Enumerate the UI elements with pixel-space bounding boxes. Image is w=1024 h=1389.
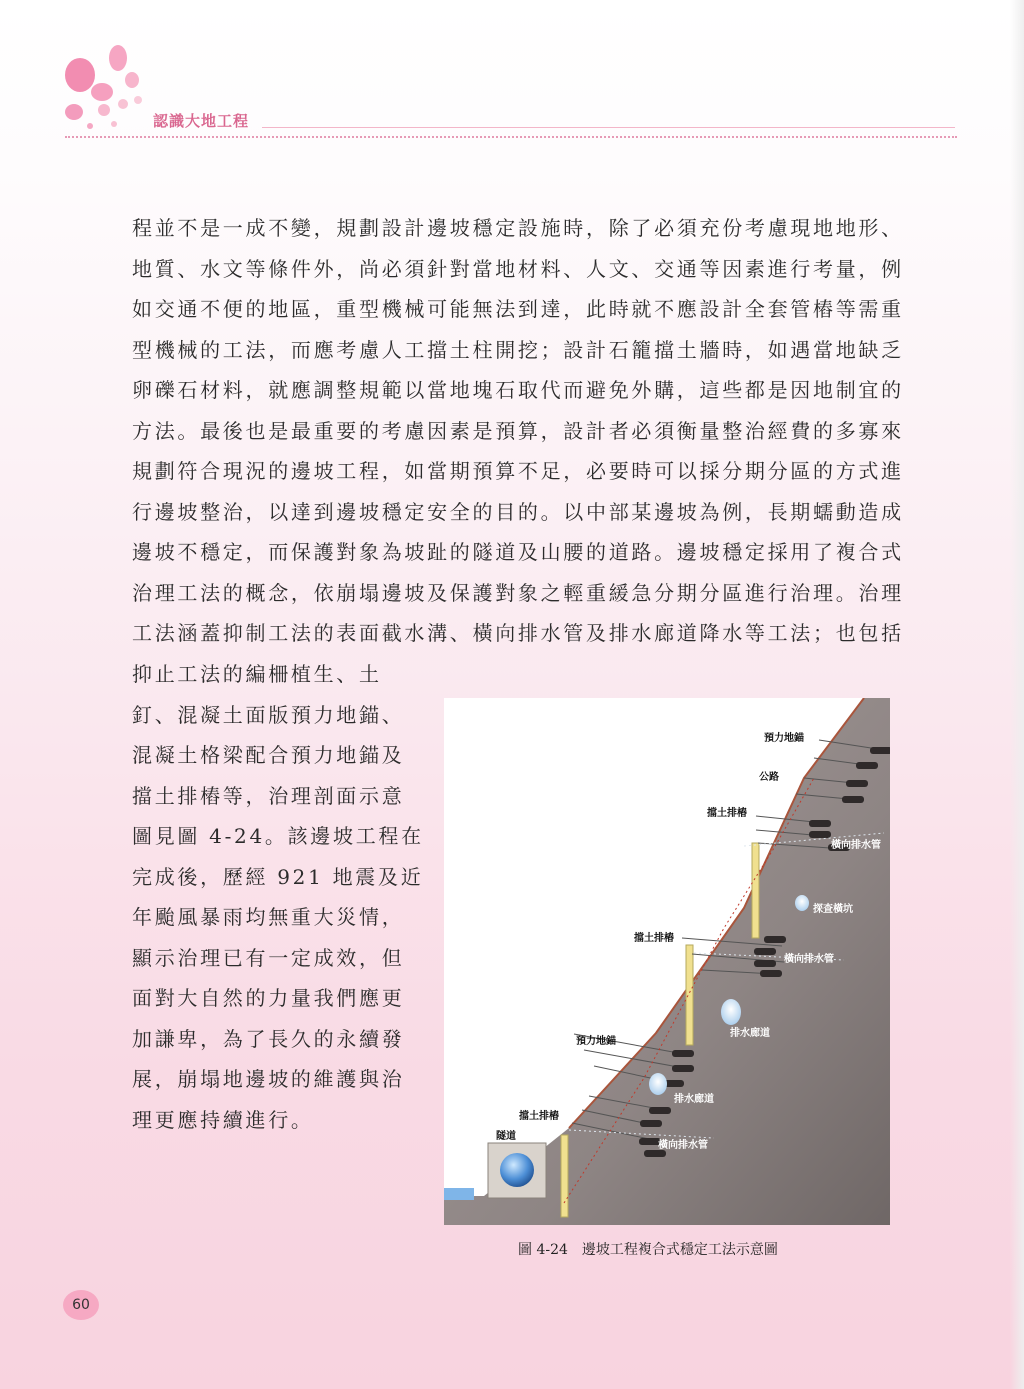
body-paragraph-wrapped bbox=[132, 654, 424, 1140]
pink-bubble-dots-icon bbox=[60, 40, 150, 135]
drainage-gallery-low-icon bbox=[649, 1073, 667, 1095]
label-anchor-top: 預力地錨 bbox=[764, 733, 804, 744]
slope-diagram bbox=[444, 698, 890, 1225]
text-line: 地質、水文等條件外，尚必須針對當地材料、人文、交通等因素進行考量，例 bbox=[132, 256, 904, 281]
pile-top bbox=[752, 843, 759, 938]
text-line: 展，崩塌地邊坡的維護與治 bbox=[132, 1067, 405, 1091]
text-line: 卵礫石材料，就應調整規範以當地塊石取代而避免外購，這些都是因地制宜的 bbox=[132, 378, 904, 402]
header-rule bbox=[262, 127, 955, 128]
page-header bbox=[60, 40, 960, 140]
text-line: 如交通不便的地區，重型機械可能無法到達，此時就不應設計全套管樁等需重 bbox=[132, 297, 904, 321]
label-drain-pipe-mid: 橫向排水管 bbox=[784, 954, 834, 965]
text-line: 型機械的工法，而應考慮人工擋土柱開挖；設計石籠擋土牆時，如遇當地缺乏 bbox=[132, 337, 904, 362]
label-pile-mid: 擋土排樁 bbox=[634, 933, 674, 944]
label-drain-pipe-top: 橫向排水管 bbox=[831, 840, 881, 851]
header-dotted-rule bbox=[65, 136, 957, 138]
text-line: 抑止工法的編柵植生、土 bbox=[132, 662, 382, 686]
page-edge-shadow bbox=[1010, 0, 1024, 1389]
text-line: 加謙卑，為了長久的永續發 bbox=[132, 1026, 405, 1051]
text-line: 程並不是一成不變，規劃設計邊坡穩定設施時，除了必須充份考慮現地地形、 bbox=[132, 216, 904, 240]
inspection-pit-icon bbox=[795, 895, 809, 911]
text-line: 邊坡不穩定，而保護對象為坡趾的隧道及山腰的道路。邊坡穩定採用了複合式 bbox=[132, 540, 904, 564]
tunnel-icon bbox=[500, 1153, 534, 1187]
text-line: 完成後，歷經 921 地震及近 bbox=[132, 864, 424, 889]
body-paragraph bbox=[132, 208, 904, 654]
text-line: 圖見圖 4-24。該邊坡工程在 bbox=[132, 824, 424, 848]
pile-low bbox=[561, 1135, 568, 1217]
label-tunnel: 隧道 bbox=[496, 1131, 516, 1142]
label-drain-pipe-low: 橫向排水管 bbox=[658, 1140, 708, 1151]
slope-cross-section-figure bbox=[444, 698, 890, 1225]
caption-number: 圖 4-24 bbox=[518, 1242, 568, 1258]
text-line: 混凝土格梁配合預力地錨及 bbox=[132, 743, 405, 767]
label-gallery-mid: 排水廊道 bbox=[730, 1028, 770, 1039]
header-title: 認識大地工程 bbox=[153, 112, 250, 130]
drainage-gallery-mid-icon bbox=[721, 999, 741, 1025]
text-line: 治理工法的概念，依崩塌邊坡及保護對象之輕重緩急分期分區進行治理。治理 bbox=[132, 580, 904, 605]
text-line: 規劃符合現況的邊坡工程，如當期預算不足，必要時可以採分期分區的方式進 bbox=[132, 459, 904, 483]
label-gallery-low: 排水廊道 bbox=[674, 1094, 714, 1105]
label-pile-top: 擋土排樁 bbox=[707, 808, 747, 819]
text-line: 擋土排樁等，治理剖面示意 bbox=[132, 783, 405, 808]
text-line: 年颱風暴雨均無重大災情， bbox=[132, 905, 405, 929]
text-line: 行邊坡整治，以達到邊坡穩定安全的目的。以中部某邊坡為例，長期蠕動造成 bbox=[132, 499, 904, 524]
label-anchor-low: 預力地錨 bbox=[576, 1036, 616, 1047]
text-line: 理更應持續進行。 bbox=[132, 1107, 314, 1132]
pile-mid bbox=[686, 945, 693, 1045]
label-road: 公路 bbox=[759, 772, 779, 783]
page-number: 60 bbox=[63, 1290, 99, 1320]
figure-caption bbox=[518, 1239, 778, 1259]
text-line: 顯示治理已有一定成效，但 bbox=[132, 945, 405, 970]
water-body bbox=[444, 1188, 474, 1200]
label-pile-low: 擋土排樁 bbox=[519, 1111, 559, 1122]
label-inspection-pit: 探查橫坑 bbox=[813, 904, 853, 915]
text-line: 工法涵蓋抑制工法的表面截水溝、橫向排水管及排水廊道降水等工法；也包括 bbox=[132, 621, 904, 645]
text-line: 釘、混凝土面版預力地錨、 bbox=[132, 702, 405, 727]
text-line: 面對大自然的力量我們應更 bbox=[132, 986, 405, 1010]
text-line: 方法。最後也是最重要的考慮因素是預算，設計者必須衡量整治經費的多寡來 bbox=[132, 418, 904, 443]
caption-text: 邊坡工程複合式穩定工法示意圖 bbox=[581, 1242, 778, 1258]
